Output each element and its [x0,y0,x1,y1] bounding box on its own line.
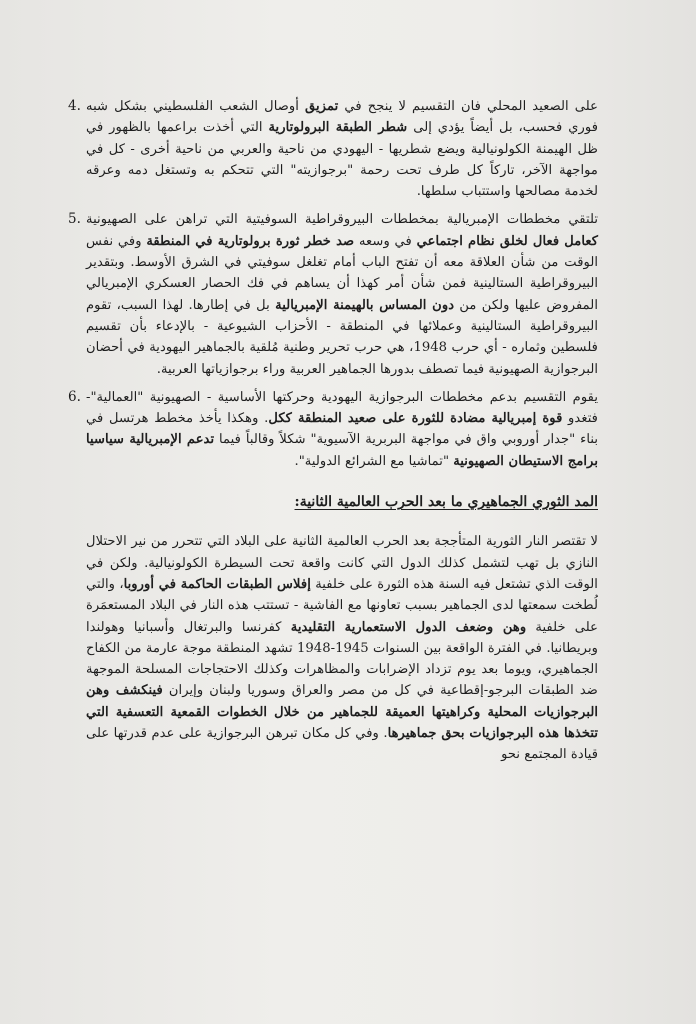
bold-run: دون المساس بالهيمنة الإمبريالية [275,297,455,313]
item-text [86,387,598,472]
section-paragraph [86,531,598,765]
text-run: يقوم التقسيم بدعم مخططات البرجوازية اليهودية وحركتها الأساسية - الصهيونية "العمالية"- فتغدو [86,389,598,427]
item-text [86,96,598,202]
text-run: بل في إطارها. لهذا السبب، تقوم البيروقراطية الستالينية وعملائها في المنطقة - الأحزاب الشيوعية - بالإدعاء بأن تقسيم فلسطين وثماره - أي حرب 1948، هي حرب تحرير وطنية مُلقية بالجماهير اليهودية في أحضان البرجوازية الصهيونية فيما تصطف بدورها الجماهير العربية وراء برجوازياتها العربية. [86,297,598,377]
bold-run: إفلاس الطبقات الحاكمة في أوروبا [123,576,311,592]
text-run: في وسعه [354,233,417,249]
bold-run: تمزيق [305,99,339,114]
bold-run: فينكشف وهن البرجوازيات المحلية وكراهيتها العميقة للجماهير من خلال الخطوات القمعية التعسفية التي تتخذها هذه البرجوازيات بحق جماهيرها [86,683,599,742]
document-body [68,96,599,766]
text-run: كفرنسا والبرتغال وأسبانيا وهولندا وبريطانيا. في الفترة الواقعة بين السنوات 1945-1948 تشهد المنطقة موجة عارمة من الكفاح الجماهيري، ويوما بعد يوم تزداد الإضرابات والمظاهرات وكذلك الاحتجاجات المسلحة الموجهة ضد الطبقات البرجو-إقطاعية في كل من مصر والعراق وسوريا ولبنان وإيران [86,619,598,699]
text-run: وفي نفس الوقت من شأن العلاقة معه أن تفتح الباب أمام تغلغل سوفيتي في الشرق الأوسط. وبتقدير البيروقراطية الستالينية فمن شأن أمر كهذا أن يساهم في فك الحصار العسكري الإمبريالي المفروض عليها ولكن من [86,233,598,313]
item-number: 5. [68,211,81,228]
item-number: 6. [68,388,81,405]
text-run: ، والتي لُطخت سمعتها لدى الجماهير بسبب تعاونها مع الفاشية - تستتب هذه النار في البلاد المستعمَرة على خلفية [86,576,599,635]
numbered-item-5 [68,209,598,379]
paragraph-text [86,531,598,765]
text-run: تلتقي مخططات الإمبريالية بمخططات البيروقراطية السوفيتية التي تراهن على الصهيونية [86,212,598,228]
text-run: على الصعيد المحلي فان التقسيم لا ينجح في [338,99,598,114]
bold-run: وهن وضعف الدول الاستعمارية التقليدية [290,619,527,635]
section-heading: المد الثوري الجماهيري ما بعد الحرب العالمية الثانية: [294,494,598,511]
numbered-item-4 [68,96,599,202]
text-run: . وهكذا يأخذ مخطط هرتسل في بناء "جدار أوروبي واق في مواجهة البربرية الآسيوية" شكلاً وقالباً فيما [86,411,598,448]
text-run: التي أخذت براعمها بالظهور في ظل الهيمنة الكولونيالية ويضع شطريها - اليهودي من ناحية والعربي من ناحية أخرى - كل في مواجهة الآخر، تاركاً كل طرف تحت رحمة "برجوازيته" التي تتحكم به وتستغل دمه وعرقه لخدمة مصالحها واستتباب سلطها. [86,120,598,200]
bold-run: تدعم الإمبريالية سياسيا برامج الاستيطان الصهيونية [86,432,598,469]
bold-run: قوة إمبريالية مضادة للثورة على صعيد المنطقة ككل [268,411,563,427]
text-run: أوصال الشعب الفلسطيني بشكل شبه فوري فحسب، بل أيضاً يؤدي إلى [86,99,599,136]
bold-run: شطر الطبقة البرولوتارية [268,120,408,136]
item-number: 4. [68,98,81,114]
numbered-item-6 [68,387,598,472]
text-run: لا تقتصر النار الثورية المتأججة بعد الحرب العالمية الثانية على البلاد التي تتحرر من نير الاحتلال النازي بل تهب لتشمل كذلك الدول التي كانت واقعة تحت السيطرة الكولونيالية. ولكن في الوقت الذي تشتعل فيه السنة هذه الثورة على خلفية [86,534,598,592]
bold-run: صد خطر ثورة برولوتارية في المنطقة [146,233,355,249]
text-run: . وفي كل مكان تبرهن البرجوازية على عدم قدرتها على قيادة المجتمع نحو [86,726,598,763]
bold-run: كعامل فعال لخلق نظام اجتماعي [416,233,598,249]
text-run: "تماشيا مع الشرائع الدولية". [294,453,454,469]
item-text [86,209,598,379]
